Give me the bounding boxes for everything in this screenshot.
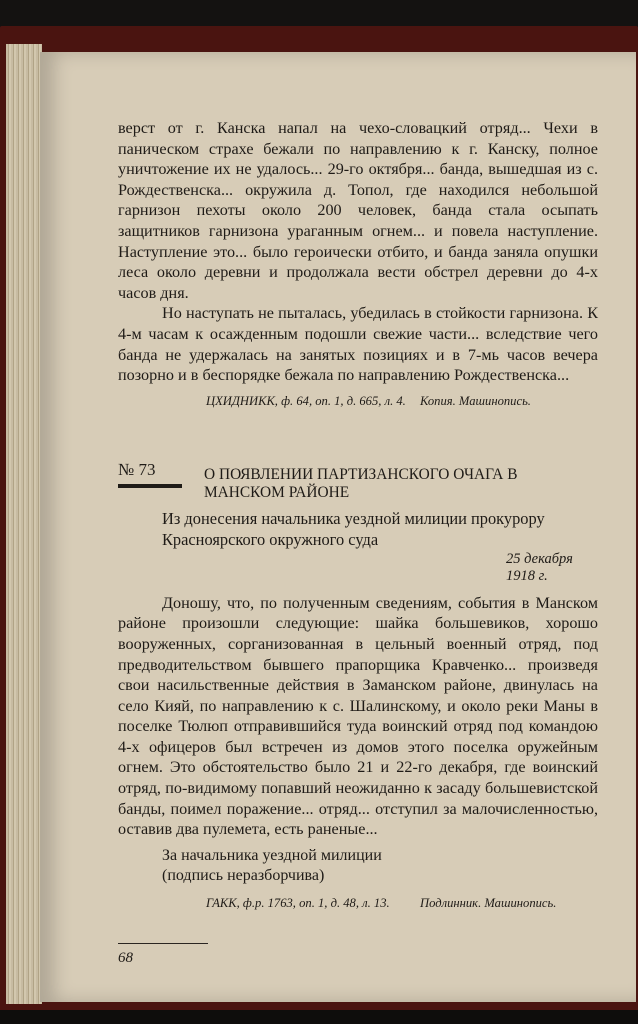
archive-source-1: [118, 394, 598, 434]
document-body: Доношу, что, по полученным сведениям, события в Манском районе произошли следующие: шайка большевиков, хорошо вооруженных, сорганизованная в цельный военный отряд, под предводительством бывшего прапорщика Кравченко... произведя свои насильственные действия в Заманском районе, двинулась на село Кияй, по направлению к с. Шалинскому, и около реки Маны в поселке Тюлюп отправившийся туда воинский отряд под командою 4-х офицеров был встречен из домов этого поселка оружейным огнем. Это обстоятельство было 21 и 22-го декабря, где воинский отряд, по-видимому попавший неожиданно к засаду большевистской банды, поимел поражение... отряд... отступил за малочисленностью, оставив два пулемета, есть раненые...: [118, 593, 598, 839]
signature-line-1: За начальника уездной милиции: [162, 846, 382, 864]
paragraph-top: верст от г. Канска напал на чехо-словацкий отряд... Чехи в паническом страхе бежали по направлению к г. Канску, полное уничтожение их не удалось... 29-го октября... банда, вышедшая из с. Рождественска... окружила д. Топол, где находился небольшой гарнизон пехоты около 200 человек, банда стала осыпать защитников гарнизона ураганным огнем... и повела наступление. Наступление это... было героически отбито, и банда заняла опушки леса около деревни и продолжала вести обстрел деревни до 4-х часов дня.: [118, 119, 598, 302]
document-date-day: 25 декабря: [506, 550, 573, 567]
signature-block: [162, 846, 598, 886]
archive-reference: ГАКК, ф.р. 1763, оп. 1, д. 48, л. 13.: [206, 895, 390, 910]
document-header: [118, 460, 598, 508]
document-number: № 73: [118, 459, 156, 479]
signature-line-2: (подпись неразборчива): [162, 866, 325, 884]
page-edges: [6, 44, 42, 1004]
document-date-year: 1918 г.: [506, 567, 548, 584]
paragraph-second: Но наступать не пыталась, убедилась в стойкости гарнизона. К 4-м часам к осажденным подошли свежие части... вследствие чего банда не удержалась на занятых позициях и в 7-мь часов вечера позорно и в беспорядке бежала по направлению Рождественска...: [118, 304, 598, 385]
archive-note: Копия. Машинопись.: [420, 393, 531, 408]
photo-background-bottom: [0, 1010, 638, 1024]
footnote-rule: [118, 943, 208, 944]
page-number: 68: [118, 950, 133, 966]
document-number-rule: [118, 484, 182, 488]
page-content: [118, 118, 598, 936]
document-title: О ПОЯВЛЕНИИ ПАРТИЗАНСКОГО ОЧАГА В МАНСКОМ РАЙОНЕ: [204, 465, 518, 501]
archive-note: Подлинник. Машинопись.: [420, 895, 557, 910]
archive-source-2: [118, 896, 598, 936]
document-date: [506, 551, 598, 585]
document-subtitle: Из донесения начальника уездной милиции прокурору Красноярского окружного суда: [162, 508, 545, 549]
archive-reference: ЦХИДНИКК, ф. 64, оп. 1, д. 665, л. 4.: [206, 393, 406, 408]
